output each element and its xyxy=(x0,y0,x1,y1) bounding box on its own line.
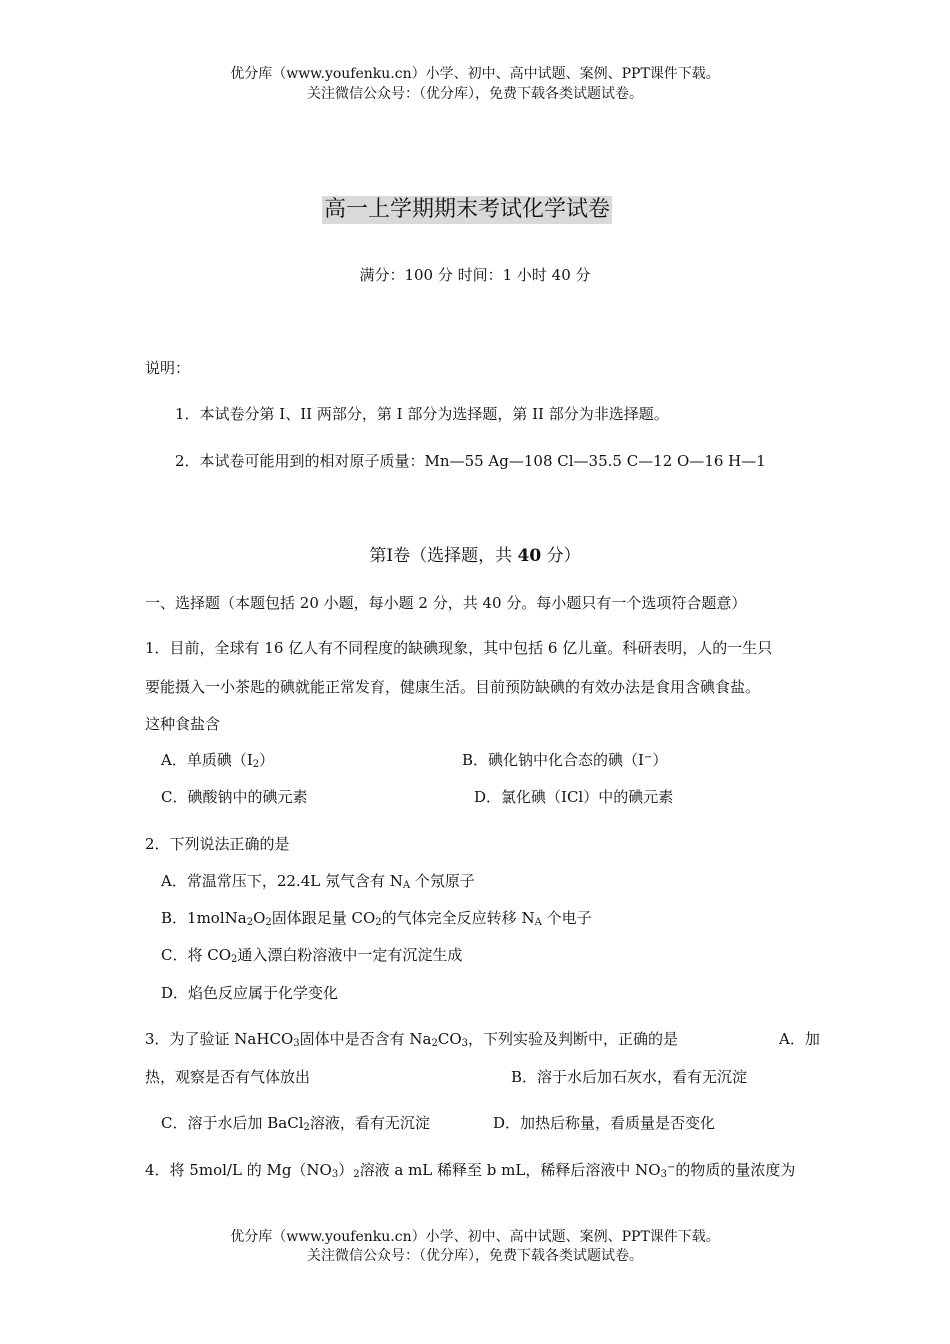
q1-option-a: A．单质碘$(I_2)$ xyxy=(161,751,275,770)
q3-option-a-end: 热，观察是否有气体放出 xyxy=(145,1068,311,1086)
notes-label: 说明： xyxy=(145,359,191,377)
header-line-2: 关注微信公众号：（优分库），免费下载各类试题试卷。 xyxy=(307,86,643,102)
section-heading: 第Ⅰ卷（选择题，共 40 分） xyxy=(369,546,581,566)
q1-option-b: B．碘化钠中化合态的碘（I−） xyxy=(462,751,668,769)
q3-option-a-start: A．加 xyxy=(779,1030,820,1048)
section-instructions: 一、选择题（本题包括 20 小题，每小题 2 分，共 40 分。每小题只有一个选项符合题意） xyxy=(145,594,747,612)
q2-option-b: B．$1molNa_2O_2$固体跟足量 $CO_2$的气体完全反应转移 $N_A$ 个电子 xyxy=(161,909,592,928)
q4-stem: 4．将 5mol/L 的 $Mg(NO_3)_2$溶液 a mL 稀释至 b mL，稀释后溶液中 $NO_3^-$的物质的量浓度为 xyxy=(145,1161,796,1180)
note-1: 1．本试卷分第 I、II 两部分，第 I 部分为选择题，第 II 部分为非选择题。 xyxy=(175,405,669,423)
page-title: 高一上学期期末考试化学试卷 xyxy=(324,197,611,222)
q3-option-c: C．溶于水后加 BaCl$_2$溶液，看有无沉淀 xyxy=(161,1114,430,1133)
note-2: 2．本试卷可能用到的相对原子质量：Mn—55 Ag—108 Cl—35.5 C—12 O—16 H—1 xyxy=(175,452,766,470)
q2-option-a: A．常温常压下，22.4L 氖气含有 $N_A$ 个氖原子 xyxy=(161,872,475,891)
q1-option-c: C．碘酸钠中的碘元素 xyxy=(161,788,308,806)
footer-line-2: 关注微信公众号：（优分库），免费下载各类试题试卷。 xyxy=(307,1248,643,1264)
footer-line-1: 优分库（www.youfenku.cn）小学、初中、高中试题、案例、PPT课件下载。 xyxy=(230,1229,720,1245)
q1-option-d: D．氯化碘（ICl）中的碘元素 xyxy=(474,788,674,806)
q2-stem: 2．下列说法正确的是 xyxy=(145,835,290,853)
q2-option-c: C．将 $CO_2$通入漂白粉溶液中一定有沉淀生成 xyxy=(161,946,463,965)
q2-option-d: D．焰色反应属于化学变化 xyxy=(161,984,339,1002)
q3-option-b: B．溶于水后加石灰水，看有无沉淀 xyxy=(511,1068,748,1086)
q1-stem-line-1: 1．目前，全球有 16 亿人有不同程度的缺碘现象，其中包括 6 亿儿童。科研表明，人的一生只 xyxy=(145,639,773,657)
q1-stem-line-2: 要能摄入一小茶匙的碘就能正常发育，健康生活。目前预防缺碘的有效办法是食用含碘食盐。 xyxy=(145,678,761,696)
exam-meta: 满分：100 分 时间：1 小时 40 分 xyxy=(359,266,591,284)
q1-stem-line-3: 这种食盐含 xyxy=(145,715,221,733)
q3-stem: 3．为了验证 NaHCO$_3$固体中是否含有 $Na_2CO_3$，下列实验及判断中，正确的是 xyxy=(145,1030,679,1049)
header-line-1: 优分库（www.youfenku.cn）小学、初中、高中试题、案例、PPT课件下载。 xyxy=(230,66,720,82)
q3-option-d: D．加热后称量，看质量是否变化 xyxy=(493,1114,716,1132)
